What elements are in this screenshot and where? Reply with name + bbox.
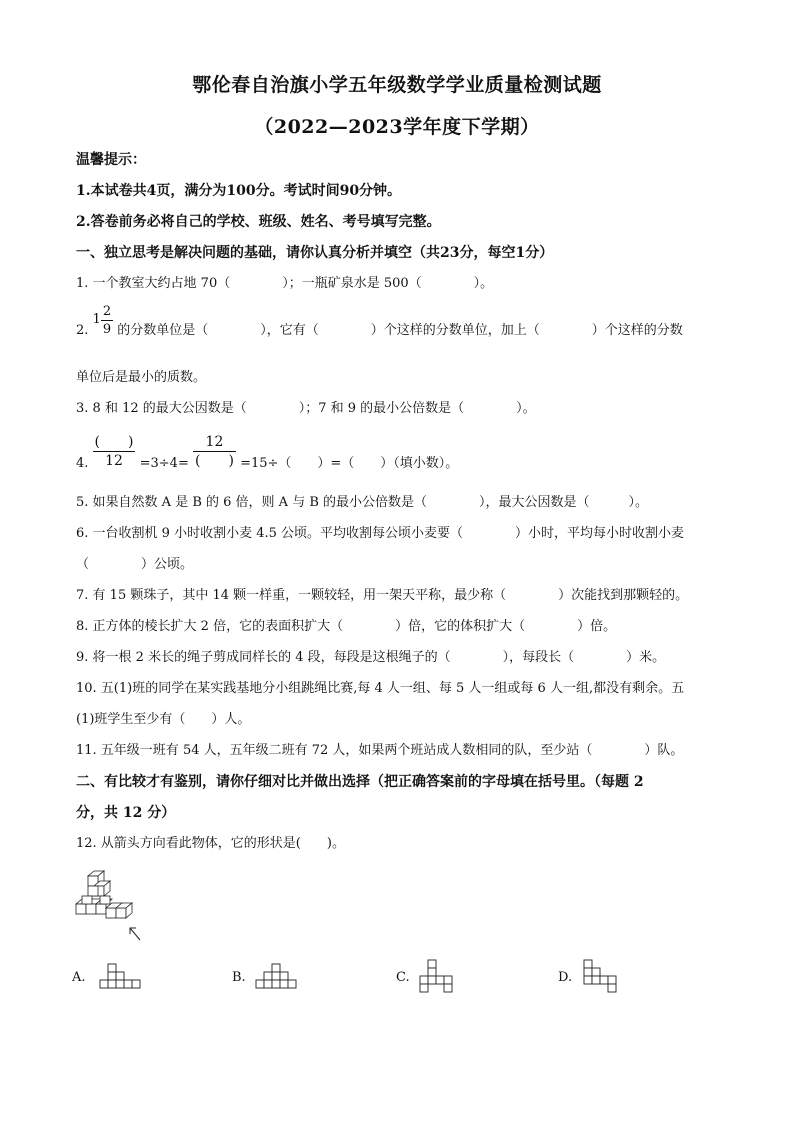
mixed-number (93, 300, 114, 341)
option-a-label[interactable]: A. (72, 970, 86, 985)
question-2-continued: 单位后是最小的质数。 (76, 370, 207, 385)
notice-label: 温馨提示： (76, 152, 146, 168)
exam-subtitle: （2022—2023学年度下学期） (254, 116, 540, 138)
question-4 (76, 430, 724, 474)
question-4-prefix: 4. (76, 456, 89, 471)
exam-title: 鄂伦春自治旗小学五年级数学学业质量检测试题 (192, 74, 602, 96)
question-7: 7. 有 15 颗珠子，其中 14 颗一样重，一颗较轻，用一架天平称，最少称（ ）次能找到那颗轻的。 (76, 588, 689, 603)
fraction-2-numerator: 12 (205, 434, 224, 450)
option-b-label[interactable]: B. (232, 970, 246, 985)
fraction-denominator: 9 (102, 321, 112, 337)
option-a-figure[interactable] (98, 962, 144, 996)
option-d-figure[interactable] (582, 958, 622, 996)
option-c-figure[interactable] (418, 958, 458, 996)
notice-line-1: 1.本试卷共4页，满分为100分。考试时间90分钟。 (76, 183, 402, 199)
question-11: 11. 五年级一班有 54 人，五年级二班有 72 人，如果两个班站成人数相同的队，至少站（ ）队。 (76, 743, 684, 758)
section-2-heading-continued: 分，共 12 分） (76, 805, 176, 821)
question-12: 12. 从箭头方向看此物体，它的形状是( )。 (76, 836, 345, 851)
fraction-2-denominator: ( ) (195, 453, 234, 469)
view-arrow-icon (130, 928, 140, 940)
fraction-numerator: 2 (102, 303, 112, 319)
option-c-label[interactable]: C. (396, 970, 410, 985)
section-2-heading: 二、有比较才有鉴别，请你仔细对比并做出选择（把正确答案前的字母填在括号里。（每题 2 (76, 774, 644, 790)
option-b-figure[interactable] (254, 962, 300, 996)
question-6-continued: （ ）公顷。 (76, 557, 194, 572)
question-9: 9. 将一根 2 米长的绳子剪成同样长的 4 段，每段是这根绳子的（ ），每段长（ ）米。 (76, 650, 666, 665)
question-2 (76, 303, 724, 351)
question-6: 6. 一台收割机 9 小时收割小麦 4.5 公顷。平均收割每公顷小麦要（ ）小时，平均每小时收割小麦 (76, 526, 685, 541)
question-2-prefix: 2. (76, 322, 89, 338)
question-4-tail: =15÷（ ）=（ ）（填小数）。 (240, 456, 459, 471)
fraction-1 (93, 435, 136, 468)
notice-line-2: 2.答卷前务必将自己的学校、班级、姓名、考号填写完整。 (76, 214, 441, 230)
fraction-1-numerator: ( ) (94, 434, 134, 450)
question-10: 10. 五(1)班的同学在某实践基地分小组跳绳比赛,每 4 人一组、每 5 人一组或每 6 人一组,都没有剩余。五 (76, 681, 685, 696)
question-3: 3. 8 和 12 的最大公因数是（ ）；7 和 9 的最小公倍数是（ ）。 (76, 401, 536, 416)
option-d-label[interactable]: D. (558, 970, 573, 985)
fraction-1-denominator: 12 (93, 451, 136, 468)
cube-figure (70, 868, 150, 946)
question-5: 5. 如果自然数 A 是 B 的 6 倍，则 A 与 B 的最小公倍数是（ ），最大公因数是（ ）。 (76, 495, 649, 510)
section-1-heading: 一、独立思考是解决问题的基础，请你认真分析并填空（共23分，每空1分） (76, 245, 554, 261)
question-4-mid: =3÷4= (139, 456, 189, 471)
question-10-continued: (1)班学生至少有（ ）人。 (76, 712, 251, 727)
mixed-number-whole: 1 (92, 312, 101, 327)
question-8: 8. 正方体的棱长扩大 2 倍，它的表面积扩大（ ）倍，它的体积扩大（ ）倍。 (76, 619, 617, 634)
question-1: 1. 一个教室大约占地 70（ ）；一瓶矿泉水是 500（ ）。 (76, 276, 494, 291)
mixed-number-fraction (101, 305, 113, 336)
fraction-2 (193, 435, 236, 468)
question-2-text: 的分数单位是（ ），它有（ ）个这样的分数单位，加上（ ）个这样的分数 (117, 322, 683, 338)
